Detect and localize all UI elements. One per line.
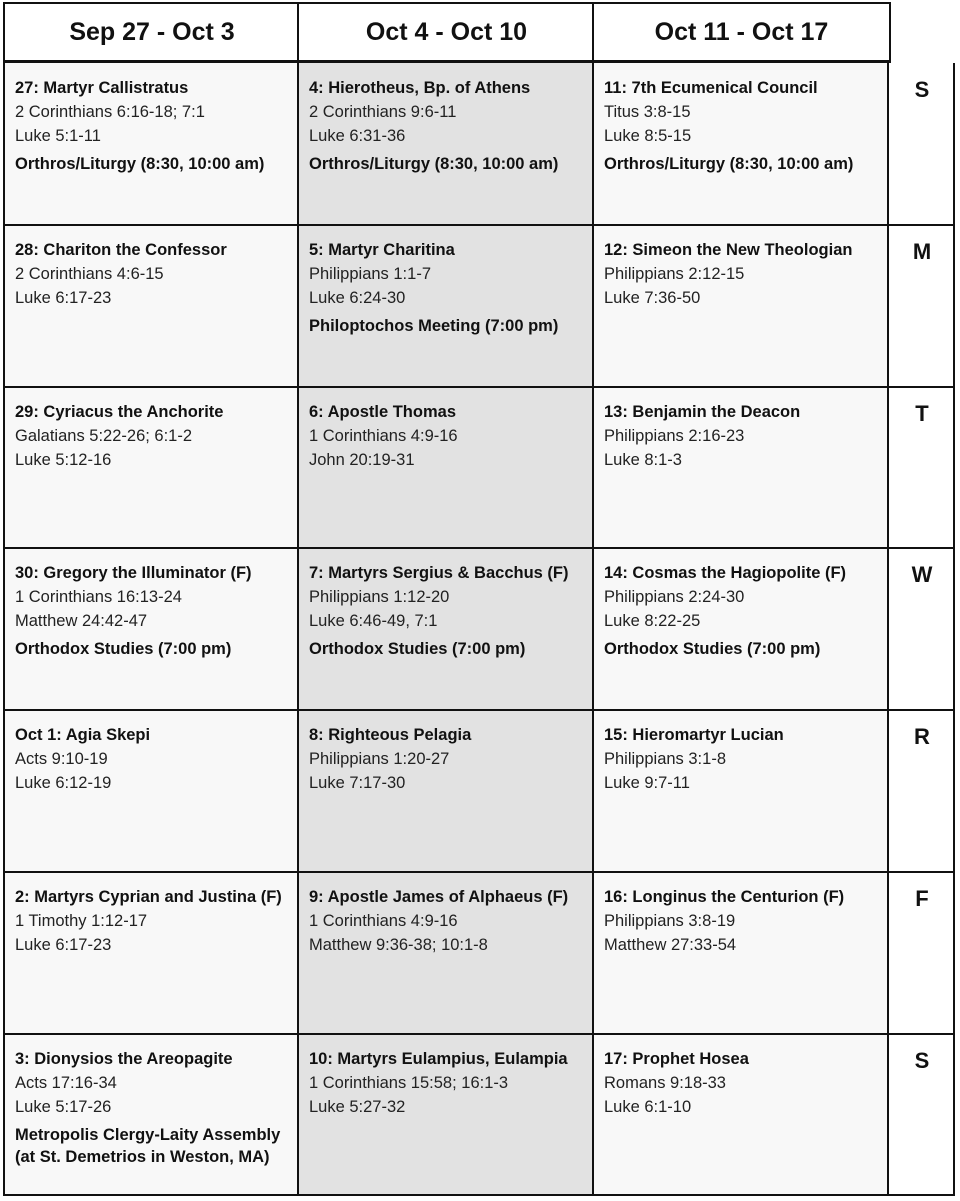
scripture-reading: Matthew 24:42-47: [15, 612, 148, 630]
scripture-reading: Philippians 1:20-27: [309, 750, 450, 768]
day-cell: [299, 225, 594, 387]
scripture-reading: 2 Corinthians 4:6-15: [15, 265, 164, 283]
scripture-reading: Luke 5:27-32: [309, 1098, 406, 1116]
scripture-reading: Philippians 3:8-19: [604, 912, 736, 930]
event-note: Orthodox Studies (7:00 pm): [604, 640, 821, 658]
row-divider: [5, 709, 955, 711]
scripture-reading: Luke 6:17-23: [15, 289, 112, 307]
week-header-2: Oct 4 - Oct 10: [297, 2, 596, 63]
day-cell: [299, 1034, 594, 1196]
weekday-label: R: [889, 710, 955, 872]
day-cell: [594, 872, 889, 1034]
feast-title: 13: Benjamin the Deacon: [604, 403, 801, 421]
feast-title: 10: Martyrs Eulampius, Eulampia: [309, 1050, 568, 1068]
feast-title: 29: Cyriacus the Anchorite: [15, 403, 224, 421]
scripture-reading: Matthew 9:36-38; 10:1-8: [309, 936, 488, 954]
scripture-reading: Luke 8:22-25: [604, 612, 701, 630]
feast-title: 5: Martyr Charitina: [309, 241, 455, 259]
weekday-label: M: [889, 225, 955, 387]
day-cell: [5, 63, 299, 225]
day-cell: [5, 1034, 299, 1196]
day-cell: [299, 548, 594, 710]
day-cell: [5, 872, 299, 1034]
day-cell: [594, 548, 889, 710]
feast-title: 16: Longinus the Centurion (F): [604, 888, 845, 906]
column-divider: [3, 63, 5, 1196]
scripture-reading: 1 Timothy 1:12-17: [15, 912, 148, 930]
column-divider: [953, 63, 955, 1196]
row-divider: [5, 547, 955, 549]
row-divider: [5, 871, 955, 873]
scripture-reading: Philippians 3:1-8: [604, 750, 726, 768]
feast-title: 9: Apostle James of Alphaeus (F): [309, 888, 569, 906]
column-divider: [297, 63, 299, 1196]
scripture-reading: 1 Corinthians 16:13-24: [15, 588, 182, 606]
scripture-reading: Luke 5:1-11: [15, 127, 101, 145]
feast-title: 27: Martyr Callistratus: [15, 79, 189, 97]
event-note: Metropolis Clergy-Laity Assembly (at St. Demetrios in Weston, MA): [15, 1126, 281, 1166]
scripture-reading: Luke 6:12-19: [15, 774, 112, 792]
scripture-reading: Luke 8:1-3: [604, 451, 682, 469]
feast-title: Oct 1: Agia Skepi: [15, 726, 151, 744]
feast-title: 17: Prophet Hosea: [604, 1050, 749, 1068]
day-cell: [594, 1034, 889, 1196]
scripture-reading: Philippians 2:24-30: [604, 588, 745, 606]
column-divider: [592, 63, 594, 1196]
scripture-reading: 1 Corinthians 4:9-16: [309, 912, 458, 930]
day-cell: [594, 63, 889, 225]
scripture-reading: Philippians 1:12-20: [309, 588, 450, 606]
feast-title: 28: Chariton the Confessor: [15, 241, 227, 259]
scripture-reading: Galatians 5:22-26; 6:1-2: [15, 427, 193, 445]
feast-title: 4: Hierotheus, Bp. of Athens: [309, 79, 531, 97]
day-cell: [594, 710, 889, 872]
weekday-label: T: [889, 387, 955, 548]
scripture-reading: Acts 17:16-34: [15, 1074, 117, 1092]
event-note: Orthros/Liturgy (8:30, 10:00 am): [15, 155, 265, 173]
feast-title: 14: Cosmas the Hagiopolite (F): [604, 564, 847, 582]
day-cell: [299, 387, 594, 548]
event-note: Orthodox Studies (7:00 pm): [309, 640, 526, 658]
scripture-reading: Luke 7:17-30: [309, 774, 406, 792]
feast-title: 11: 7th Ecumenical Council: [604, 79, 818, 97]
scripture-reading: 2 Corinthians 6:16-18; 7:1: [15, 103, 205, 121]
feast-title: 30: Gregory the Illuminator (F): [15, 564, 252, 582]
weekday-label: S: [889, 1034, 955, 1196]
row-divider: [5, 386, 955, 388]
week-header-1: Sep 27 - Oct 3: [3, 2, 301, 63]
event-note: Orthodox Studies (7:00 pm): [15, 640, 232, 658]
scripture-reading: Philippians 1:1-7: [309, 265, 431, 283]
scripture-reading: Luke 8:5-15: [604, 127, 692, 145]
day-cell: [5, 387, 299, 548]
weekday-label: S: [889, 63, 955, 225]
day-cell: [299, 63, 594, 225]
scripture-reading: Romans 9:18-33: [604, 1074, 726, 1092]
row-divider: [5, 1033, 955, 1035]
scripture-reading: Philippians 2:12-15: [604, 265, 745, 283]
feast-title: 8: Righteous Pelagia: [309, 726, 472, 744]
scripture-reading: Luke 5:17-26: [15, 1098, 112, 1116]
day-cell: [299, 710, 594, 872]
feast-title: 7: Martyrs Sergius & Bacchus (F): [309, 564, 569, 582]
day-cell: [5, 548, 299, 710]
feast-title: 12: Simeon the New Theologian: [604, 241, 853, 259]
scripture-reading: Philippians 2:16-23: [604, 427, 745, 445]
scripture-reading: Luke 6:17-23: [15, 936, 112, 954]
scripture-reading: 2 Corinthians 9:6-11: [309, 103, 457, 121]
scripture-reading: 1 Corinthians 4:9-16: [309, 427, 458, 445]
event-note: Orthros/Liturgy (8:30, 10:00 am): [604, 155, 854, 173]
scripture-reading: Luke 5:12-16: [15, 451, 112, 469]
scripture-reading: Titus 3:8-15: [604, 103, 691, 121]
feast-title: 15: Hieromartyr Lucian: [604, 726, 784, 744]
day-cell: [5, 225, 299, 387]
event-note: Philoptochos Meeting (7:00 pm): [309, 317, 559, 335]
day-cell: [299, 872, 594, 1034]
day-cell: [5, 710, 299, 872]
feast-title: 2: Martyrs Cyprian and Justina (F): [15, 888, 282, 906]
scripture-reading: Luke 9:7-11: [604, 774, 690, 792]
scripture-reading: Luke 6:24-30: [309, 289, 406, 307]
week-header-3: Oct 11 - Oct 17: [592, 2, 891, 63]
event-note: Orthros/Liturgy (8:30, 10:00 am): [309, 155, 559, 173]
column-divider: [887, 63, 889, 1196]
row-divider: [5, 224, 955, 226]
scripture-reading: Matthew 27:33-54: [604, 936, 737, 954]
scripture-reading: John 20:19-31: [309, 451, 415, 469]
scripture-reading: Luke 6:31-36: [309, 127, 406, 145]
weekday-label: F: [889, 872, 955, 1034]
scripture-reading: Luke 6:46-49, 7:1: [309, 612, 438, 630]
bottom-border: [5, 1194, 955, 1196]
day-cell: [594, 225, 889, 387]
scripture-reading: Luke 7:36-50: [604, 289, 701, 307]
scripture-reading: 1 Corinthians 15:58; 16:1-3: [309, 1074, 509, 1092]
scripture-reading: Luke 6:1-10: [604, 1098, 692, 1116]
feast-title: 3: Dionysios the Areopagite: [15, 1050, 233, 1068]
weekday-label: W: [889, 548, 955, 710]
feast-title: 6: Apostle Thomas: [309, 403, 456, 421]
day-cell: [594, 387, 889, 548]
scripture-reading: Acts 9:10-19: [15, 750, 108, 768]
